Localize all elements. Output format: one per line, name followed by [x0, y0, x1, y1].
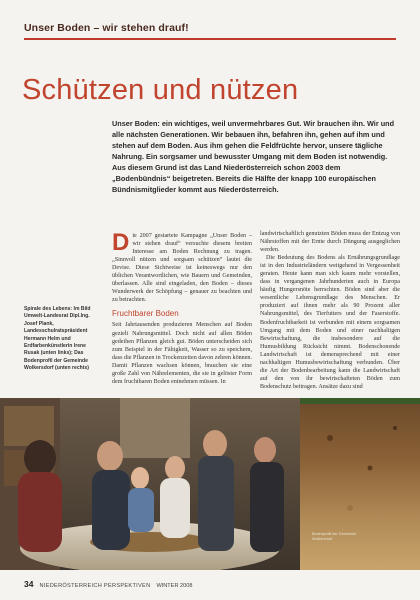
intro-text: ie 2007 gestartete Kampagne „Unser Boden – wir stehen drauf“ versuchte diesem breiten Interesse am Boden Rechnung zu tragen. „Sinnvoll nützen und sorgsam schützen“ lautet die Devise. Diese Sichtweise ist keineswegs nur den üblichen Verantwortlichen, wie Bauern und Gemeinden, überlassen. Alle sind eingeladen, den Boden – dieses Wunderwerk der Schöpfung – genauer zu beachten und zu betrachten.: [112, 233, 252, 304]
issue-label: WINTER 2008: [156, 583, 193, 589]
event-photo: [0, 398, 420, 570]
page-footer: [24, 579, 193, 589]
subheading-fruchtbarer-boden: Fruchtbarer Boden: [112, 309, 179, 319]
body-paragraph: Die Bedeutung des Bodens als Ernährungsgrundlage ist in den Industrieländern weitgehend in Vergessenheit geraten. Heute kann man sich kaum mehr vorstellen, dass in vergangenen Jahrhunderten auch in Europa häufig Hungersnöte herrschten. Böden sind aber die wesentliche Lebensgrundlage des Menschen. Er produziert auf ihnen mehr als 90 Prozent aller Nahrungsmittel, des Tierfutters und der Faserstoffe. Bodenfruchtbarkeit ist verbunden mit einem sorgsamen Umgang mit dem Boden und einer nachhaltigen Bewirtschaftung, die insbesondere auf die Humusbildung Rücksicht nimmt. Bodenschonende Landwirtschaft ist demensprechend mit einer nachhaltigen Humusbewirtschaftung verbunden. Über die Art der Bodenbearbeitung kann die Landwirtschaft auf den von ihr bewirtschafteten Böden zum Bodenschutz beitragen. Ansätze dazu sind: [260, 255, 400, 390]
body-paragraph: Seit Jahrtausenden produzieren Menschen auf Boden gezielt Nahrungsmittel. Doch nicht auf allen Böden gedeihen Pflanzen gleich gut. Böden unterscheiden sich zum Beispiel in der Fähigkeit, Wasser so zu speichern, dass die Pflanzen in Trockenzeiten davon zehren können. Damit Pflanzen wachsen können, brauchen sie eine große Zahl von Nährelementen, die sie in gelöster Form dem fruchtbaren Boden entnehmen müssen. In: [112, 322, 252, 385]
photo-overlay-label: Bodenprofil der Gemeinde Wolkersdorf: [312, 532, 357, 541]
magazine-name: NIEDERÖSTERREICH PERSPEKTIVEN: [39, 583, 151, 589]
section-rule: [24, 38, 396, 40]
body-paragraph: landwirtschaftlich genutzten Böden muss der Entzug von Nährstoffen mit der Ernte durch Düngung ausgeglichen werden.: [260, 231, 400, 254]
text-column-1: [112, 229, 252, 386]
drop-cap: D: [112, 229, 130, 256]
page-number: 34: [24, 579, 34, 589]
text-column-2: [260, 230, 400, 391]
section-title: Unser Boden – wir stehen drauf!: [24, 22, 189, 34]
intro-paragraph: [112, 229, 252, 304]
page-title: Schützen und nützen: [22, 74, 299, 106]
lead-paragraph: Unser Boden: ein wichtiges, weil unvermehrbares Gut. Wir brauchen ihn. Wir und alle nächsten Generationen. Wir bebauen ihn, befahren ihn, gehen auf ihm und stehen auf dem Boden. Aus ihm gehen die Feldfrüchte hervor, unsere tägliche Nahrung. Ein sorgsamer und bewusster Umgang mit dem Boden ist notwendig. Aus diesem Grund ist das Land Niederösterreich schon 2003 dem „Bodenbündnis“ beigetreten. Bereits die Hälfte der knapp 100 europäischen Bündnismitglieder kommt aus Niederösterreich.: [112, 119, 395, 194]
photo-caption: Spirale des Lebens: Im Bild Umwelt-Landesrat Dipl.Ing. Josef Plank, Landesschulratspräsident Hermann Helm und Erdfarbenkünstlerin Irene Rusak (unten links); Das Bodenprofil der Gemeinde Wolkersdorf (unten rechts): [24, 306, 91, 372]
